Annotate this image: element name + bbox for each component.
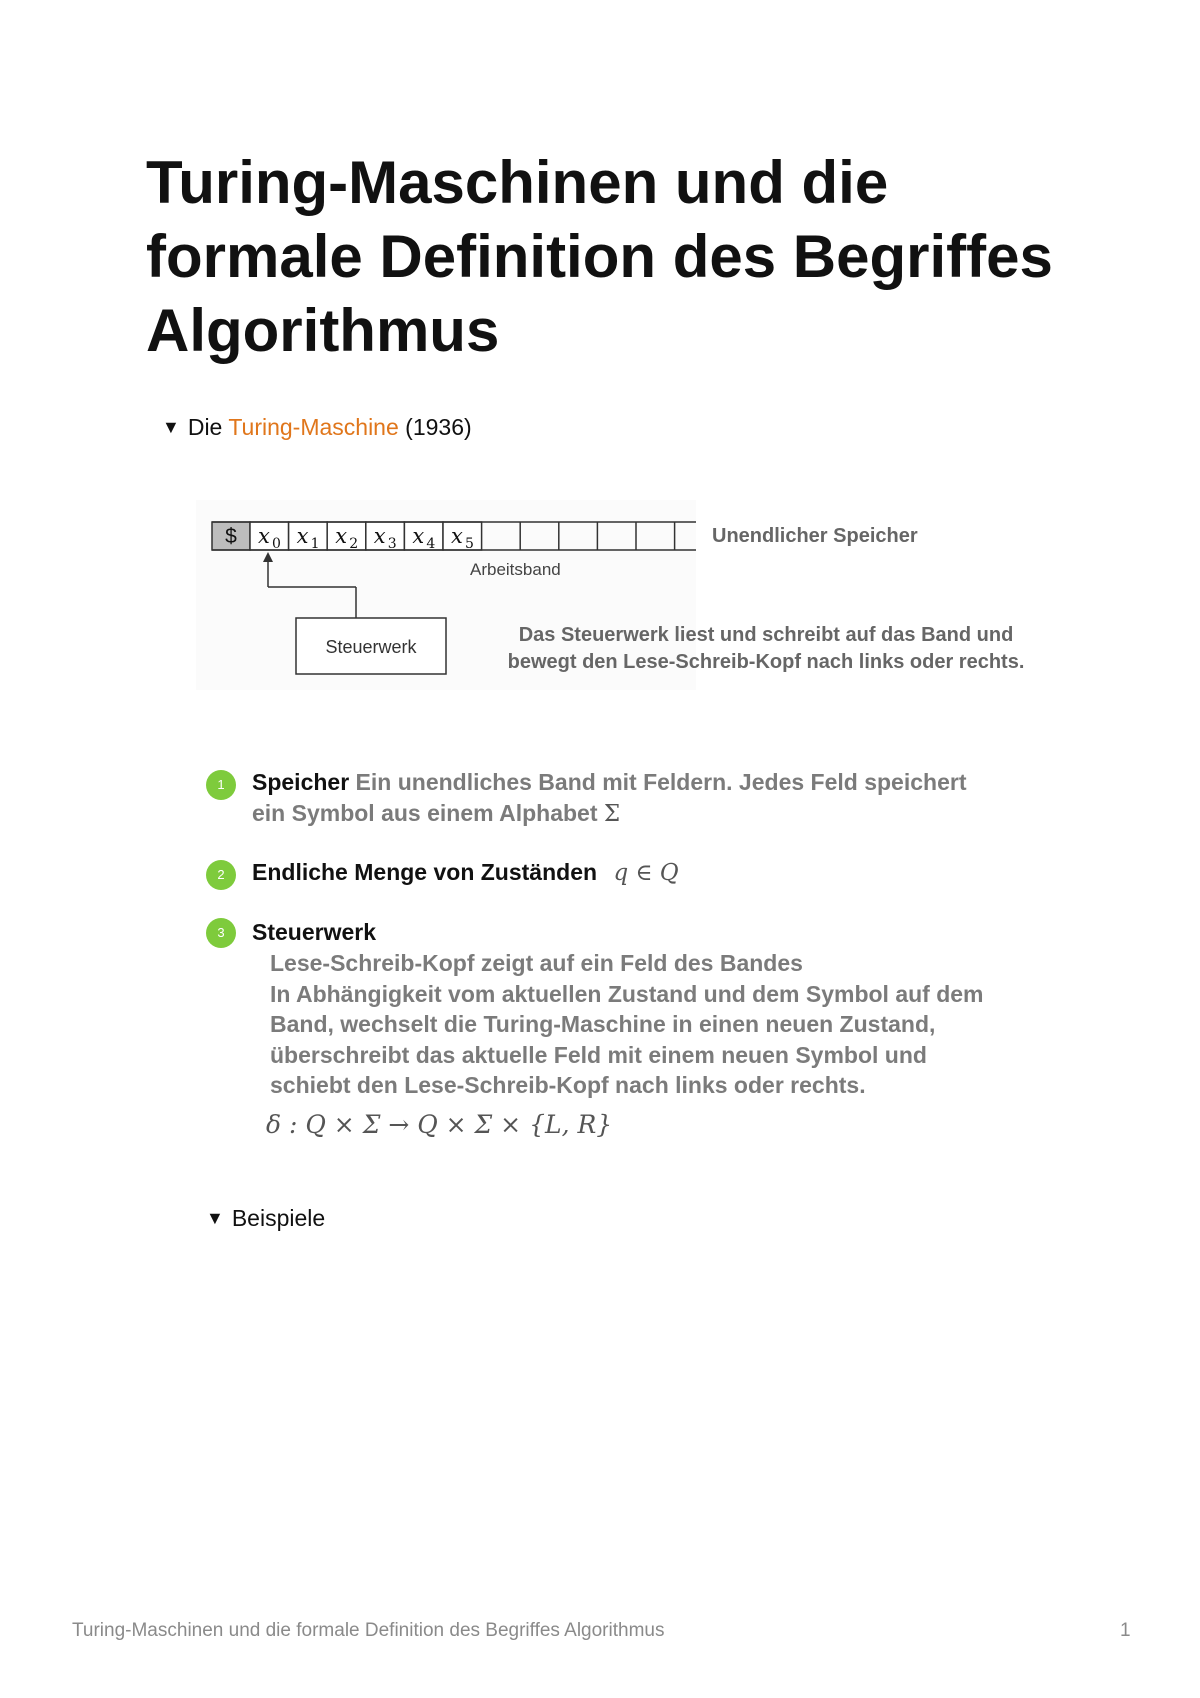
detail-line: In Abhängigkeit vom aktuellen Zustand und dem Symbol auf dem: [270, 980, 984, 1007]
item-description: Ein unendliches Band mit Feldern. Jedes Feld speichert: [349, 769, 967, 795]
tape-cell-symbol: x: [412, 524, 425, 548]
item-number-badge: 1: [206, 770, 236, 800]
item-lead: Steuerwerk: [252, 919, 377, 945]
item-steuerwerk: [252, 917, 376, 948]
tape-labeled-cells: [250, 522, 482, 552]
triangle-down-icon[interactable]: ▼: [162, 417, 180, 437]
item-number-badge: 2: [206, 860, 236, 890]
tape-cell-subscript: 4: [426, 536, 436, 552]
transition-function-formula: δ : Q × Σ → Q × Σ × {L, R}: [266, 1110, 613, 1139]
title-line-2: formale Definition des Begriffes: [146, 223, 1053, 290]
footer-title: Turing-Maschinen und die formale Definition des Begriffes Algorithmus: [72, 1620, 665, 1641]
tape-cell-symbol: x: [296, 524, 309, 548]
toggle-turing-machine[interactable]: [162, 414, 472, 441]
detail-line: Lese-Schreib-Kopf zeigt auf ein Feld des Bandes: [270, 950, 803, 976]
states-formula: q ∈ Q: [613, 860, 679, 886]
tape-cell-symbol: x: [373, 524, 386, 548]
triangle-down-icon[interactable]: ▼: [206, 1208, 224, 1228]
diagram-description-line-1: Das Steuerwerk liest und schreibt auf das Band und: [518, 624, 1014, 646]
tape-start-symbol: $: [225, 525, 237, 548]
tape-cell-subscript: 2: [349, 536, 359, 552]
sigma-symbol: Σ: [603, 801, 621, 827]
item-description-line-2: ein Symbol aus einem Alphabet: [252, 800, 604, 826]
control-unit-label: Steuerwerk: [325, 637, 417, 657]
tape-cell-subscript: 1: [310, 536, 320, 552]
steuerwerk-details: [270, 948, 984, 1101]
page-number: 1: [1120, 1620, 1131, 1641]
item-lead: Speicher: [252, 769, 350, 795]
tape-cell-symbol: x: [258, 524, 270, 548]
tape-cell-subscript: 5: [465, 536, 474, 552]
title-line-3: Algorithmus: [146, 297, 500, 364]
tape-cell-symbol: x: [451, 524, 463, 548]
turing-machine-diagram: [196, 500, 1076, 690]
toggle-label: Beispiele: [231, 1205, 326, 1231]
memory-label: Unendlicher Speicher: [712, 525, 918, 547]
page-title: [146, 146, 1106, 368]
tape-cell-subscript: 0: [272, 536, 281, 552]
toggle-prefix: Die: [187, 414, 229, 440]
turing-machine-link[interactable]: Turing-Maschine: [228, 414, 399, 440]
tape-cell-symbol: x: [335, 524, 348, 548]
tape-label: Arbeitsband: [470, 560, 561, 579]
toggle-suffix: (1936): [398, 414, 472, 440]
detail-line: Band, wechselt die Turing-Maschine in einen neuen Zustand,: [270, 1011, 936, 1037]
title-line-1: Turing-Maschinen und die: [146, 149, 889, 216]
item-lead: Endliche Menge von Zuständen: [252, 859, 598, 885]
tape-cell-subscript: 3: [387, 536, 397, 552]
detail-line: schiebt den Lese-Schreib-Kopf nach links oder rechts.: [270, 1072, 866, 1098]
item-zustaende: [252, 857, 679, 889]
detail-line: überschreibt das aktuelle Feld mit einem neuen Symbol und: [270, 1041, 927, 1068]
item-number-badge: 3: [206, 918, 236, 948]
toggle-beispiele[interactable]: [206, 1205, 325, 1232]
item-speicher: [252, 767, 966, 830]
diagram-description-line-2: bewegt den Lese-Schreib-Kopf nach links oder rechts.: [507, 651, 1025, 673]
